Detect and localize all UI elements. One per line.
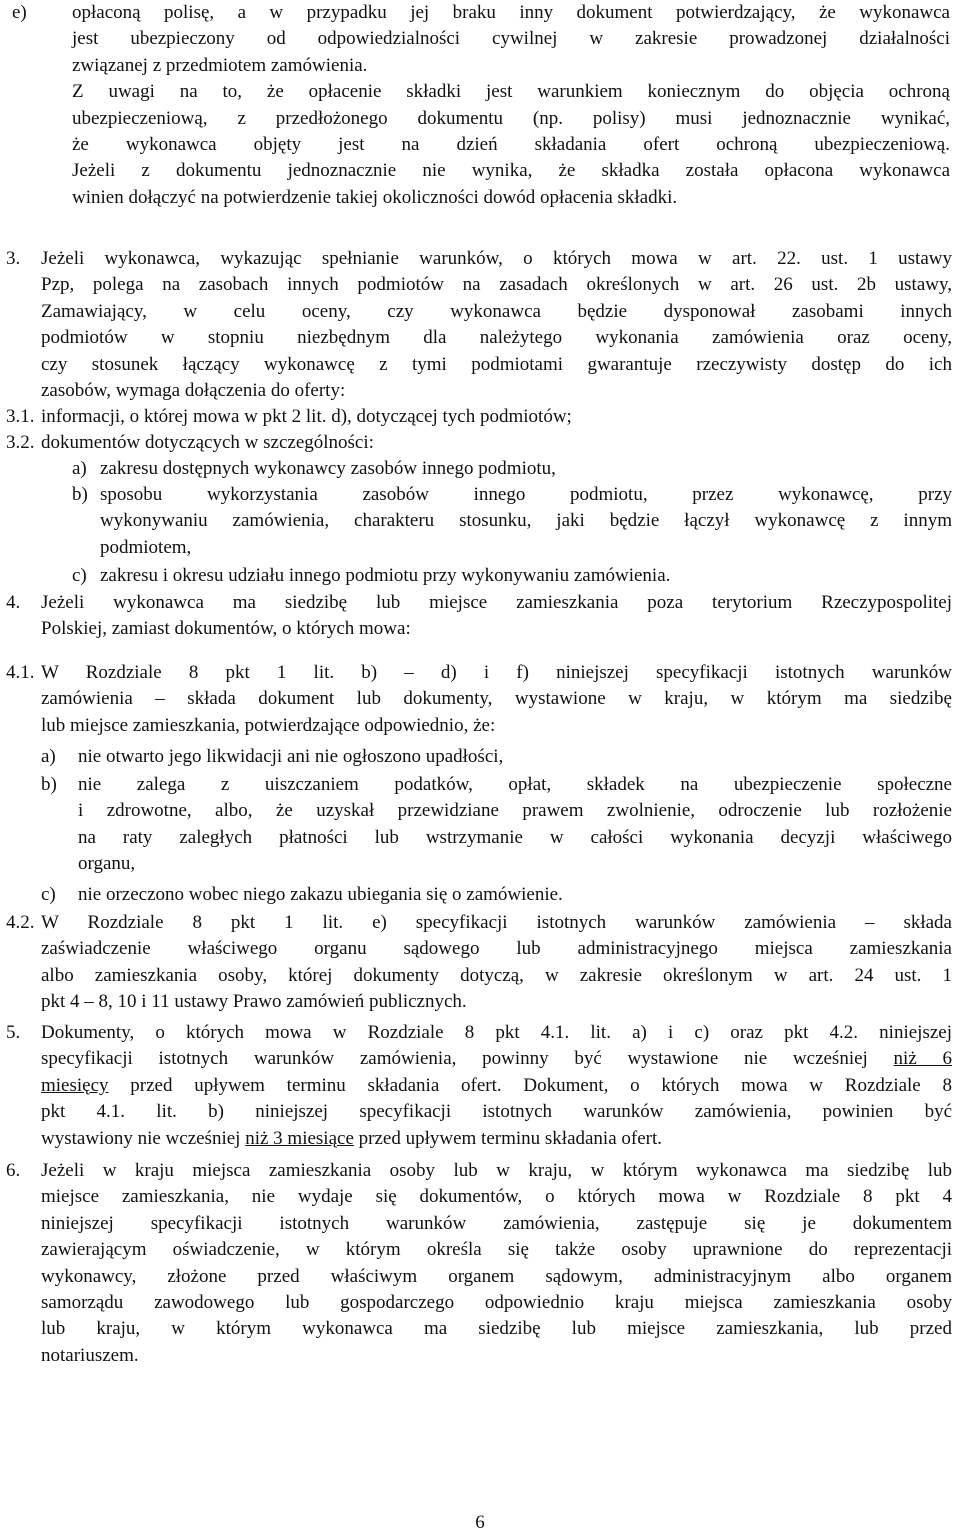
item-5-line: wystawiony nie wcześniej niż 3 miesiące przed upływem terminu składania ofert. [41, 1127, 663, 1149]
item-4-label: 4. [6, 592, 21, 613]
item-4-1-line: lub miejsce zamieszkania, potwierdzające odpowiednio, że: [41, 714, 496, 736]
item-4-1-a-line: nie otwarto jego likwidacji ani nie ogłoszono upadłości, [78, 746, 504, 767]
item-4-1-b-text [78, 772, 952, 878]
item-3-2-a-text [100, 456, 952, 482]
item-4-1-b-line: nie zalega z uiszczaniem podatków, opłat, składek na ubezpieczenie społeczne [78, 774, 952, 795]
item-3-2-a-label: a) [72, 458, 87, 479]
item-4-2-text [41, 910, 952, 1016]
item-3-2-a-line: zakresu dostępnych wykonawcy zasobów innego podmiotu, [100, 458, 556, 479]
item-4-1-c-label: c) [41, 884, 56, 905]
item-4-2-line: albo zamieszkania osoby, której dokumenty dotyczą, w zakresie określonym w art. 24 ust. 1 [41, 964, 952, 986]
item-3-1-text [41, 404, 952, 430]
item-4-text [41, 590, 952, 643]
item-3-2-line: dokumentów dotyczących w szczególności: [41, 432, 374, 453]
item-e-label: e) [12, 2, 27, 23]
item-e-line: związanej z przedmiotem zamówienia. [72, 54, 368, 76]
item-e-text [72, 0, 950, 211]
item-3-label: 3. [6, 248, 21, 269]
item-e-line: jest ubezpieczony od odpowiedzialności cywilnej w zakresie prowadzonej działalności [72, 28, 950, 50]
item-6-line: miejsce zamieszkania, nie wydaje się dokumentów, o których mowa w Rozdziale 8 pkt 4 [41, 1186, 952, 1208]
item-3-2-b-line: wykonywaniu zamówienia, charakteru stosunku, jaki będzie łączył wykonawcę z innym [100, 510, 952, 532]
item-3-line: Jeżeli wykonawca, wykazując spełnianie warunków, o których mowa w art. 22. ust. 1 ustawy [41, 248, 952, 269]
item-4-2-label: 4.2. [6, 912, 35, 933]
item-5-text [41, 1020, 952, 1152]
item-3-2-c-line: zakresu i okresu udziału innego podmiotu przy wykonywaniu zamówienia. [100, 565, 671, 586]
item-3-2-c-text [100, 563, 952, 589]
item-6-line: wykonawcy, złożone przed właściwym organem sądowym, administracyjnym albo organem [41, 1265, 952, 1287]
item-3-line: podmiotów w stopniu niezbędnym dla należytego wykonania zamówienia oraz oceny, [41, 327, 952, 349]
item-6-line: zawierającym oświadczenie, w którym określa się także osoby uprawnione do reprezentacji [41, 1239, 952, 1261]
item-4-1-b-line: i zdrowotne, albo, że uzyskał przewidziane prawem zwolnienie, odroczenie lub rozłożenie [78, 800, 952, 822]
item-4-1-c-line: nie orzeczono wobec niego zakazu ubiegania się o zamówienie. [78, 884, 563, 905]
item-4-1-text [41, 660, 952, 739]
item-e-line: winien dołączyć na potwierdzenie takiej okoliczności dowód opłacenia składki. [72, 186, 678, 208]
item-3-line: Zamawiający, w celu oceny, czy wykonawca będzie dysponował zasobami innych [41, 300, 952, 322]
item-3-2-text [41, 430, 952, 456]
item-e-line: opłaconą polisę, a w przypadku jej braku inny dokument potwierdzający, że wykonawca [72, 2, 950, 23]
item-3-2-b-line: sposobu wykorzystania zasobów innego podmiotu, przez wykonawcę, przy [100, 484, 952, 505]
item-3-line: zasobów, wymaga dołączenia do oferty: [41, 380, 346, 402]
item-3-1-line: informacji, o której mowa w pkt 2 lit. d), dotyczącej tych podmiotów; [41, 406, 572, 427]
item-3-line: czy stosunek łączący wykonawcę z tymi podmiotami gwarantuje rzeczywisty dostęp do ich [41, 353, 952, 375]
item-5-label: 5. [6, 1022, 21, 1043]
item-4-line: Jeżeli wykonawca ma siedzibę lub miejsce zamieszkania poza terytorium Rzeczypospolitej [41, 592, 952, 613]
item-4-2-line: zaświadczenie właściwego organu sądowego lub administracyjnego miejsca zamieszkania [41, 938, 952, 960]
item-4-line: Polskiej, zamiast dokumentów, o których mowa: [41, 618, 411, 640]
item-5-line: Dokumenty, o których mowa w Rozdziale 8 pkt 4.1. lit. a) i c) oraz pkt 4.2. niniejszej [41, 1022, 952, 1043]
item-6-line: samorządu zawodowego lub gospodarczego odpowiednio kraju miejsca zamieszkania osoby [41, 1292, 952, 1314]
item-3-line: Pzp, polega na zasobach innych podmiotów na zasadach określonych w art. 26 ust. 2b ustawy, [41, 274, 952, 296]
item-6-line: niniejszej specyfikacji istotnych warunków zamówienia, zastępuje się je dokumentem [41, 1212, 952, 1234]
item-e-line: Z uwagi na to, że opłacenie składki jest warunkiem koniecznym do objęcia ochroną [72, 81, 950, 103]
item-3-1-label: 3.1. [6, 406, 35, 427]
item-4-1-a-label: a) [41, 746, 56, 767]
item-5-line: miesięcy przed upływem terminu składania ofert. Dokument, o których mowa w Rozdziale 8 [41, 1074, 952, 1096]
item-4-1-line: W Rozdziale 8 pkt 1 lit. b) – d) i f) niniejszej specyfikacji istotnych warunków [41, 662, 952, 683]
item-4-1-b-label: b) [41, 774, 57, 795]
item-6-text [41, 1158, 952, 1369]
item-5-line: specyfikacji istotnych warunków zamówienia, powinny być wystawione nie wcześniej niż 6 [41, 1048, 952, 1070]
page-number: 6 [475, 1512, 485, 1533]
item-3-text [41, 246, 952, 404]
item-4-2-line: pkt 4 – 8, 10 i 11 ustawy Prawo zamówień publicznych. [41, 991, 467, 1013]
item-e-line: że wykonawca objęty jest na dzień składania ofert ochroną ubezpieczeniową. [72, 134, 950, 156]
item-4-1-b-line: na raty zaległych płatności lub wstrzymanie w całości wykonania decyzji właściwego [78, 826, 952, 848]
item-3-2-b-label: b) [72, 484, 88, 505]
item-4-1-b-line: organu, [78, 853, 136, 875]
item-5-line: pkt 4.1. lit. b) niniejszej specyfikacji istotnych warunków zamówienia, powinien być [41, 1101, 952, 1123]
item-4-2-line: W Rozdziale 8 pkt 1 lit. e) specyfikacji istotnych warunków zamówienia – składa [41, 912, 952, 933]
item-6-line: notariuszem. [41, 1344, 139, 1366]
item-e-line: ubezpieczeniową, z przedłożonego dokumentu (np. polisy) musi jednoznacznie wynikać, [72, 107, 950, 129]
item-4-1-line: zamówienia – składa dokument lub dokumenty, wystawione w kraju, w którym ma siedzibę [41, 688, 952, 710]
item-3-2-b-line: podmiotem, [100, 536, 192, 558]
item-6-line: Jeżeli w kraju miejsca zamieszkania osoby lub w kraju, w którym wykonawca ma siedzibę lub [41, 1160, 952, 1181]
item-4-1-a-text [78, 744, 952, 770]
item-e-line: Jeżeli z dokumentu jednoznacznie nie wynika, że składka została opłacona wykonawca [72, 160, 950, 182]
item-6-label: 6. [6, 1160, 21, 1181]
item-3-2-c-label: c) [72, 565, 87, 586]
item-3-2-b-text [100, 482, 952, 561]
item-3-2-label: 3.2. [6, 432, 35, 453]
item-4-1-c-text [78, 882, 952, 908]
item-6-line: lub kraju, w którym wykonawca ma siedzibę lub miejsce zamieszkania, lub przed [41, 1318, 952, 1340]
item-4-1-label: 4.1. [6, 662, 35, 683]
